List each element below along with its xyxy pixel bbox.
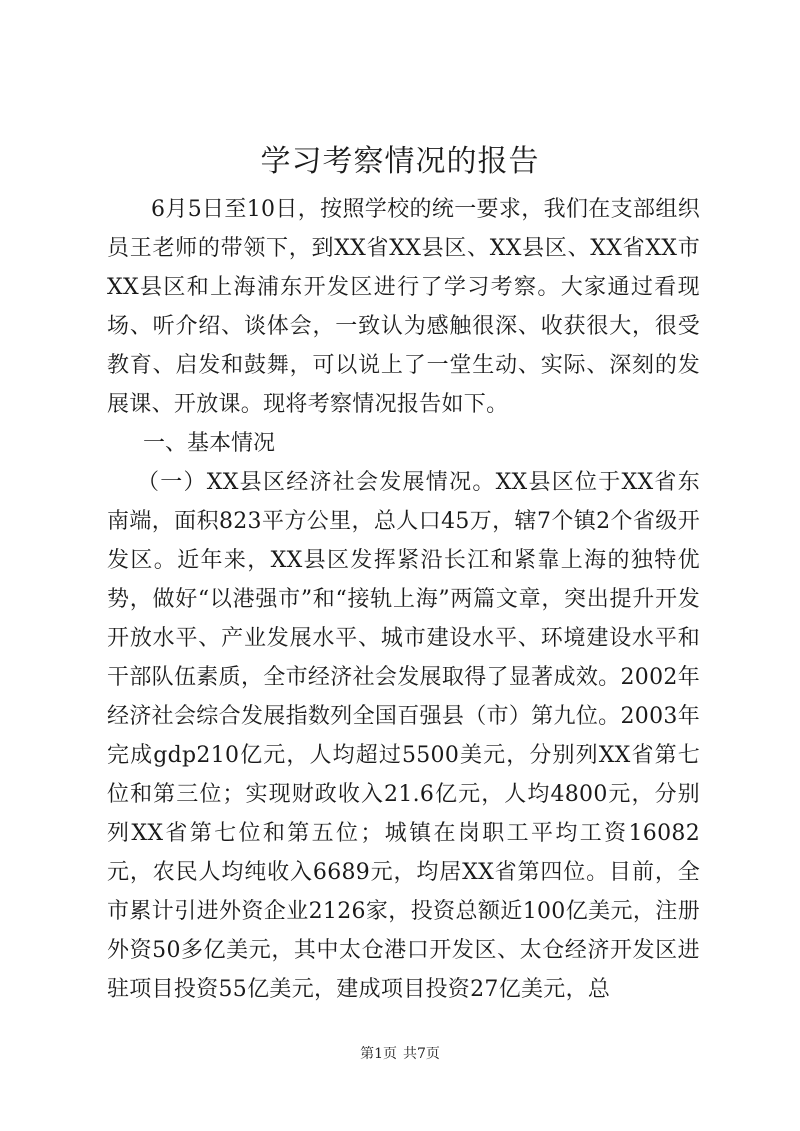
page-number: 第1页	[360, 1046, 397, 1062]
intro-paragraph: 6月5日至10日，按照学校的统一要求，我们在支部组织员王老师的带领下，到XX省XX县区、XX县区、XX省XX市XX县区和上海浦东开发区进行了学习考察。大家通过看现场、听介绍、谈体会，一致认为感触很深、收获很大，很受教育、启发和鼓舞，可以说上了一堂生动、实际、深刻的发展课、开放课。现将考察情况报告如下。	[107, 197, 700, 417]
document-body	[107, 190, 700, 1009]
page-title: 学习考察情况的报告	[260, 144, 540, 179]
page-footer	[0, 1044, 800, 1064]
section-heading: 一、基本情况	[143, 431, 276, 456]
total-pages: 共7页	[403, 1046, 440, 1062]
sub-section-paragraph: （一）XX县区经济社会发展情况。XX县区位于XX省东南端，面积823平方公里，总人口45万，辖7个镇2个省级开发区。近年来，XX县区发挥紧沿长江和紧靠上海的独特优势，做好“以港强市”和“接轨上海”两篇文章，突出提升开发开放水平、产业发展水平、城市建设水平、环境建设水平和干部队伍素质，全市经济社会发展取得了显著成效。2002年经济社会综合发展指数列全国百强县（市）第九位。2003年完成gdp210亿元，人均超过5500美元，分别列XX省第七位和第三位；实现财政收入21.6亿元，人均4800元，分别列XX省第七位和第五位；城镇在岗职工平均工资16082元，农民人均纯收入6689元，均居XX省第四位。目前，全市累计引进外资企业2126家，投资总额近100亿美元，注册外资50多亿美元，其中太仓港口开发区、太仓经济开发区进驻项目投资55亿美元，建成项目投资27亿美元，总	[107, 470, 700, 1002]
